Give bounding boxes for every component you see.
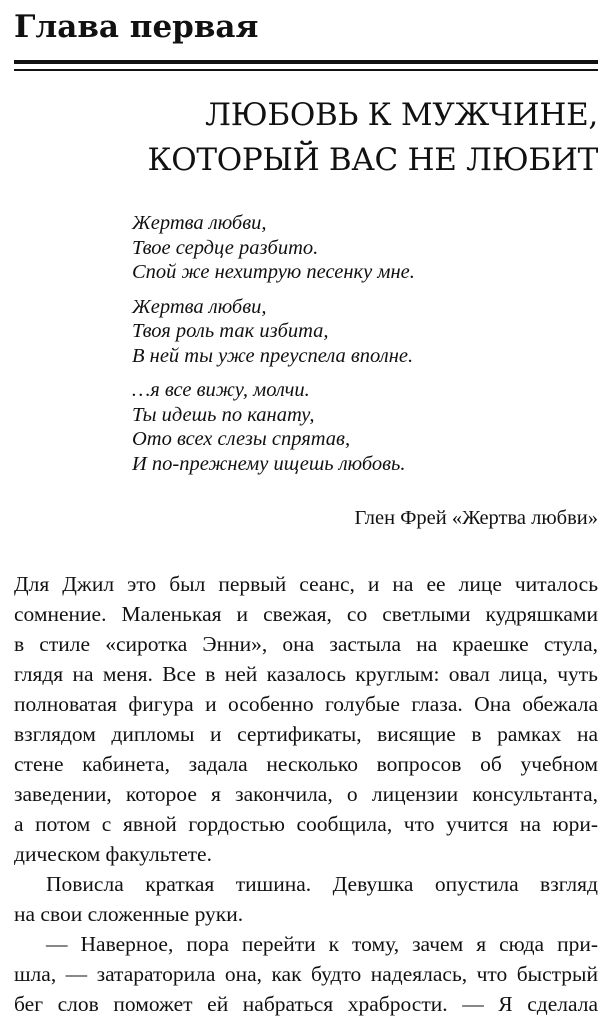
epigraph-attribution: Глен Фрей «Жертва любви» [354, 507, 598, 529]
body-line: полноватая фигура и особенно голубые глаза. Она обежала [14, 692, 598, 716]
body-line: в стиле «сиротка Энни», она застыла на краешке стула, [14, 632, 598, 656]
epigraph-line: И по-прежнему ищешь любовь. [132, 452, 406, 475]
body-text [14, 569, 598, 1019]
epigraph-line: Жертва любви, [132, 212, 267, 234]
body-line: — Наверное, пора перейти к тому, зачем я сюда при- [46, 932, 598, 956]
header-rule-thin [14, 69, 598, 71]
epigraph [132, 211, 592, 476]
chapter-label: Глава первая [14, 9, 259, 45]
body-line: взглядом дипломы и сертификаты, висящие в рамках на [14, 722, 598, 746]
epigraph-line: Спой же нехитрую песенку мне. [132, 261, 415, 283]
epigraph-stanza [132, 378, 592, 476]
body-line: на свои сложенные руки. [14, 902, 244, 926]
body-line: сомнение. Маленькая и свежая, со светлыми кудряшками [14, 602, 598, 626]
epigraph-line: Жертва любви, [132, 295, 267, 318]
body-line: Для Джил это был первый сеанс, и на ее лице читалось [14, 572, 598, 596]
chapter-title-line: КОТОРЫЙ ВАС НЕ ЛЮБИТ [147, 142, 598, 178]
body-line: глядя на меня. Все в ней казалось круглым: овал лица, чуть [14, 662, 598, 686]
body-line: шла, — затараторила она, как будто надеялась, что быстрый [14, 962, 598, 986]
epigraph-line: Твоя роль так избита, [132, 320, 329, 342]
body-line: бег слов поможет ей набраться храбрости. — Я сделала [14, 992, 598, 1016]
header-rule-thick [14, 60, 598, 64]
chapter-title-line: ЛЮБОВЬ К МУЖЧИНЕ, [205, 97, 598, 133]
body-line: дическом факультете. [14, 842, 212, 866]
epigraph-line: Ото всех слезы спрятав, [132, 428, 351, 450]
epigraph-stanza [132, 211, 592, 285]
chapter-title [58, 93, 598, 183]
epigraph-line: В ней ты уже преуспела вполне. [132, 344, 414, 367]
epigraph-line: Твое сердце разбито. [132, 236, 319, 259]
epigraph-line: …я все вижу, молчи. [132, 379, 310, 401]
body-line: Повисла краткая тишина. Девушка опустила взгляд [46, 872, 598, 896]
body-line: а потом с явной гордостью сообщила, что учится на юри- [14, 812, 598, 836]
epigraph-line: Ты идешь по канату, [132, 403, 315, 426]
body-line: стене кабинета, задала несколько вопросов об учебном [14, 752, 598, 776]
epigraph-stanza [132, 295, 592, 369]
body-line: заведении, которое я закончила, о лицензии консультанта, [14, 782, 598, 806]
